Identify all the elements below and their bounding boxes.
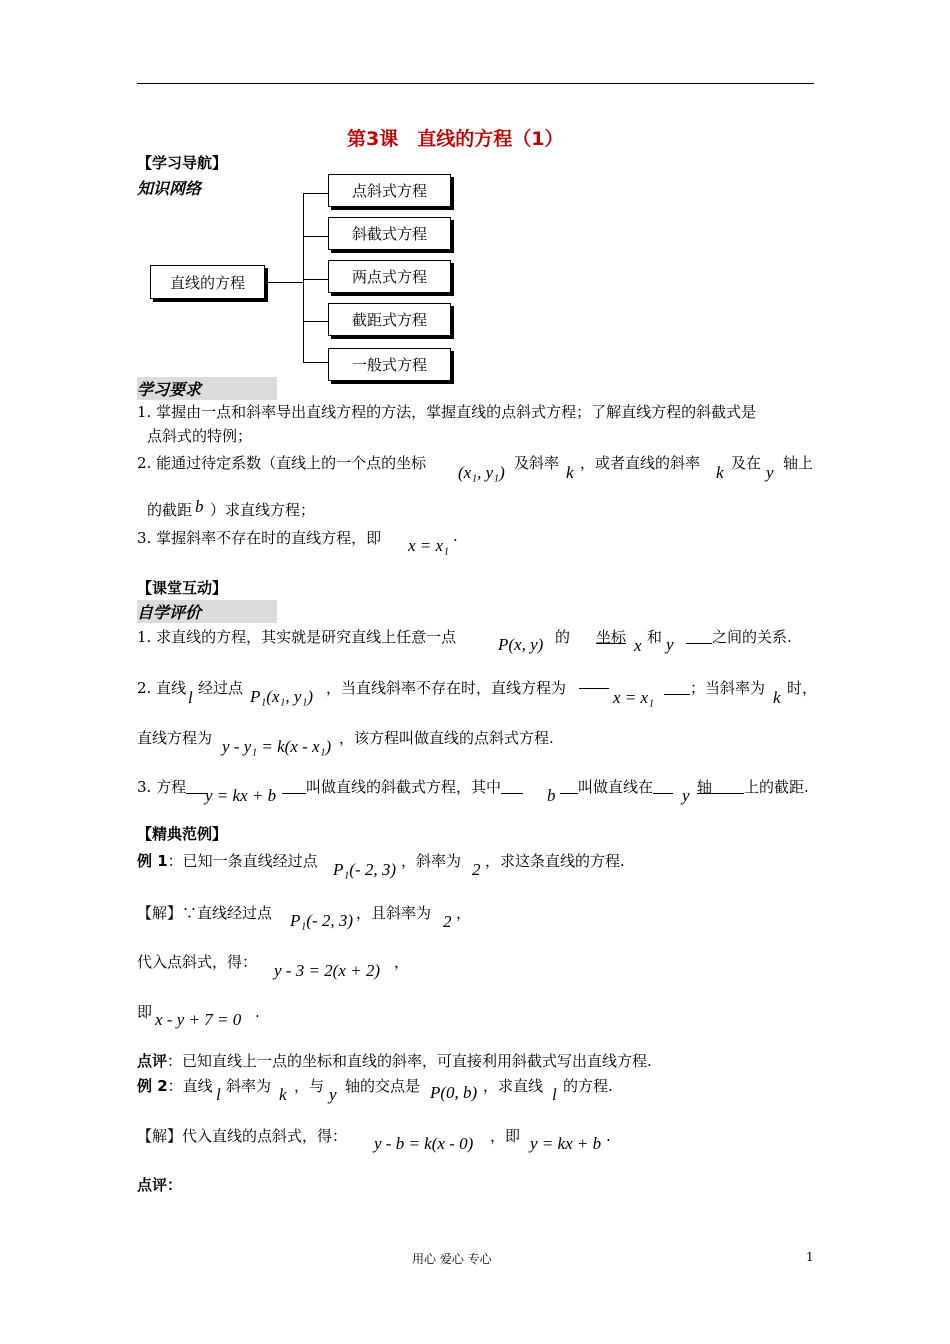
q2c: ，当直线斜率不存在时，直线方程为: [326, 679, 567, 697]
s1-point: P₁(- 2, 3): [290, 911, 354, 930]
q3d: 轴 上的截距.: [697, 778, 809, 796]
req-2e: 轴上: [783, 454, 814, 472]
diagram-branch-line: [303, 321, 328, 322]
section-requirements: 学习要求: [137, 377, 277, 400]
s1-eq2: x - y + 7 = 0: [155, 1010, 242, 1029]
q3-y: y: [682, 786, 690, 805]
e2: 例 2：直线: [137, 1077, 213, 1095]
q2-answer: x = x₁: [613, 688, 654, 707]
section-classroom: 【课堂互动】: [137, 579, 228, 597]
e2e: ，求直线: [483, 1077, 544, 1095]
s1-k: 2: [443, 912, 452, 931]
q1-x: x: [634, 636, 642, 655]
q1c: 和: [647, 628, 663, 646]
s2b: ，即: [490, 1127, 521, 1145]
diagram-branch: 斜截式方程: [328, 217, 451, 250]
diagram-branch: 截距式方程: [328, 303, 451, 336]
req-2b: 及斜率: [514, 454, 560, 472]
page-number: 1: [806, 1250, 814, 1264]
s2c: .: [606, 1127, 611, 1145]
s2-eq: y - b = k(x - 0): [374, 1134, 474, 1153]
comment-2: 点评：: [137, 1176, 183, 1194]
q3-eq: y = kx + b: [205, 786, 277, 805]
s2a: 【解】代入直线的点斜式，得：: [137, 1127, 348, 1145]
e1c: ，求这条直线的方程.: [485, 852, 625, 870]
section-nav: 【学习导航】: [137, 154, 228, 172]
q2e: 时，: [787, 679, 818, 697]
q2-point: P₁(x₁, y₁): [250, 687, 314, 706]
s1-eq: y - 3 = 2(x + 2): [274, 961, 381, 980]
q2-blank: [579, 688, 609, 689]
s1d: 代入点斜式，得：: [137, 953, 258, 971]
req-3-end: .: [453, 527, 458, 545]
q1a: 1. 求直线的方程，其实就是研究直线上任意一点: [137, 628, 457, 646]
section-network: 知识网络: [137, 179, 202, 198]
s1b: ，且斜率为: [356, 904, 432, 922]
req-2-y: y: [766, 463, 774, 482]
q2f: 直线方程为: [137, 729, 213, 747]
diagram-connector: [265, 282, 303, 283]
e2-point: P(0, b): [430, 1083, 478, 1102]
q2g: ，该方程叫做直线的点斜式方程.: [339, 729, 554, 747]
req-1a: 1. 掌握由一点和斜率导出直线方程的方法，掌握直线的点斜式方程；了解直线方程的斜截式是: [137, 403, 757, 421]
req-2-point: (x₁, y₁): [458, 463, 505, 482]
q2d: ；当斜率为: [664, 677, 765, 698]
req-2-k2: k: [716, 463, 724, 482]
section-self-eval: 自学评价: [137, 600, 277, 623]
e1-k: 2: [472, 860, 481, 879]
diagram-branch: 两点式方程: [328, 260, 451, 293]
q3b: 叫做直线的斜截式方程，其中: [282, 776, 523, 797]
req-2-b: b: [195, 497, 204, 516]
diagram-branch-line: [303, 362, 328, 363]
diagram-branch: 一般式方程: [328, 348, 451, 381]
q2-l: l: [188, 688, 193, 707]
header-rule: [137, 83, 814, 84]
e2c: ，与: [294, 1077, 325, 1095]
diagram-branch-line: [303, 279, 328, 280]
s1a: 【解】∵直线经过点: [137, 904, 273, 922]
diagram-root: 直线的方程: [150, 265, 265, 299]
q1-answer: 坐标: [596, 628, 627, 646]
q1d: 之间的关系.: [686, 626, 792, 647]
e1b: ，斜率为: [401, 852, 462, 870]
e2-l: l: [216, 1085, 221, 1104]
req-2-k: k: [566, 463, 574, 482]
e1: 例 1：已知一条直线经过点: [137, 852, 318, 870]
e2d: 轴的交点是: [345, 1077, 421, 1095]
q2a: 2. 直线: [137, 679, 187, 697]
diagram-branch-line: [303, 236, 328, 237]
q3a: 3. 方程: [137, 776, 208, 797]
q1-point: P(x, y): [498, 635, 544, 654]
diagram-branch-line: [303, 193, 328, 194]
diagram-branch: 点斜式方程: [328, 174, 451, 207]
q1-y: y: [666, 635, 674, 654]
e2b: 斜率为: [226, 1077, 272, 1095]
comment-1: 点评：已知直线上一点的坐标和直线的斜率，可直接利用斜截式写出直线方程.: [137, 1052, 652, 1070]
e1-point: P₁(- 2, 3): [333, 860, 397, 879]
q2-k: k: [773, 688, 781, 707]
s1c: ，: [456, 904, 472, 922]
s1f: 即: [137, 1003, 153, 1021]
e2f: 的方程.: [563, 1077, 613, 1095]
q2b: 经过点: [198, 679, 244, 697]
req-3-eq: x = x₁: [408, 536, 449, 555]
s1g: .: [255, 1003, 260, 1021]
q3-b: b: [547, 786, 556, 805]
req-1b: 点斜式的特例；: [147, 427, 253, 445]
req-2a: 2. 能通过待定系数（直线上的一个点的坐标: [137, 454, 427, 472]
e2-y: y: [329, 1085, 337, 1104]
req-2c: ，或者直线的斜率: [580, 454, 701, 472]
page-title: 第3课 直线的方程（1）: [347, 128, 564, 150]
s2-eq2: y = kx + b: [530, 1134, 602, 1153]
e2-l2: l: [552, 1085, 557, 1104]
footer-text: 用心 爱心 专心: [412, 1252, 492, 1266]
req-3a: 3. 掌握斜率不存在时的直线方程，即: [137, 529, 382, 547]
req-2d: 及在: [731, 454, 762, 472]
e2-k: k: [279, 1085, 287, 1104]
q1b: 的: [555, 628, 571, 646]
q2-eq: y - y₁ = k(x - x₁): [222, 737, 332, 756]
diagram-spine: [303, 193, 304, 362]
q3c: 叫做直线在: [560, 776, 673, 797]
section-examples: 【精典范例】: [137, 825, 228, 843]
req-2g: ）求直线方程；: [210, 501, 316, 519]
s1e: ，: [394, 953, 410, 971]
req-2f: 的截距: [147, 501, 193, 519]
